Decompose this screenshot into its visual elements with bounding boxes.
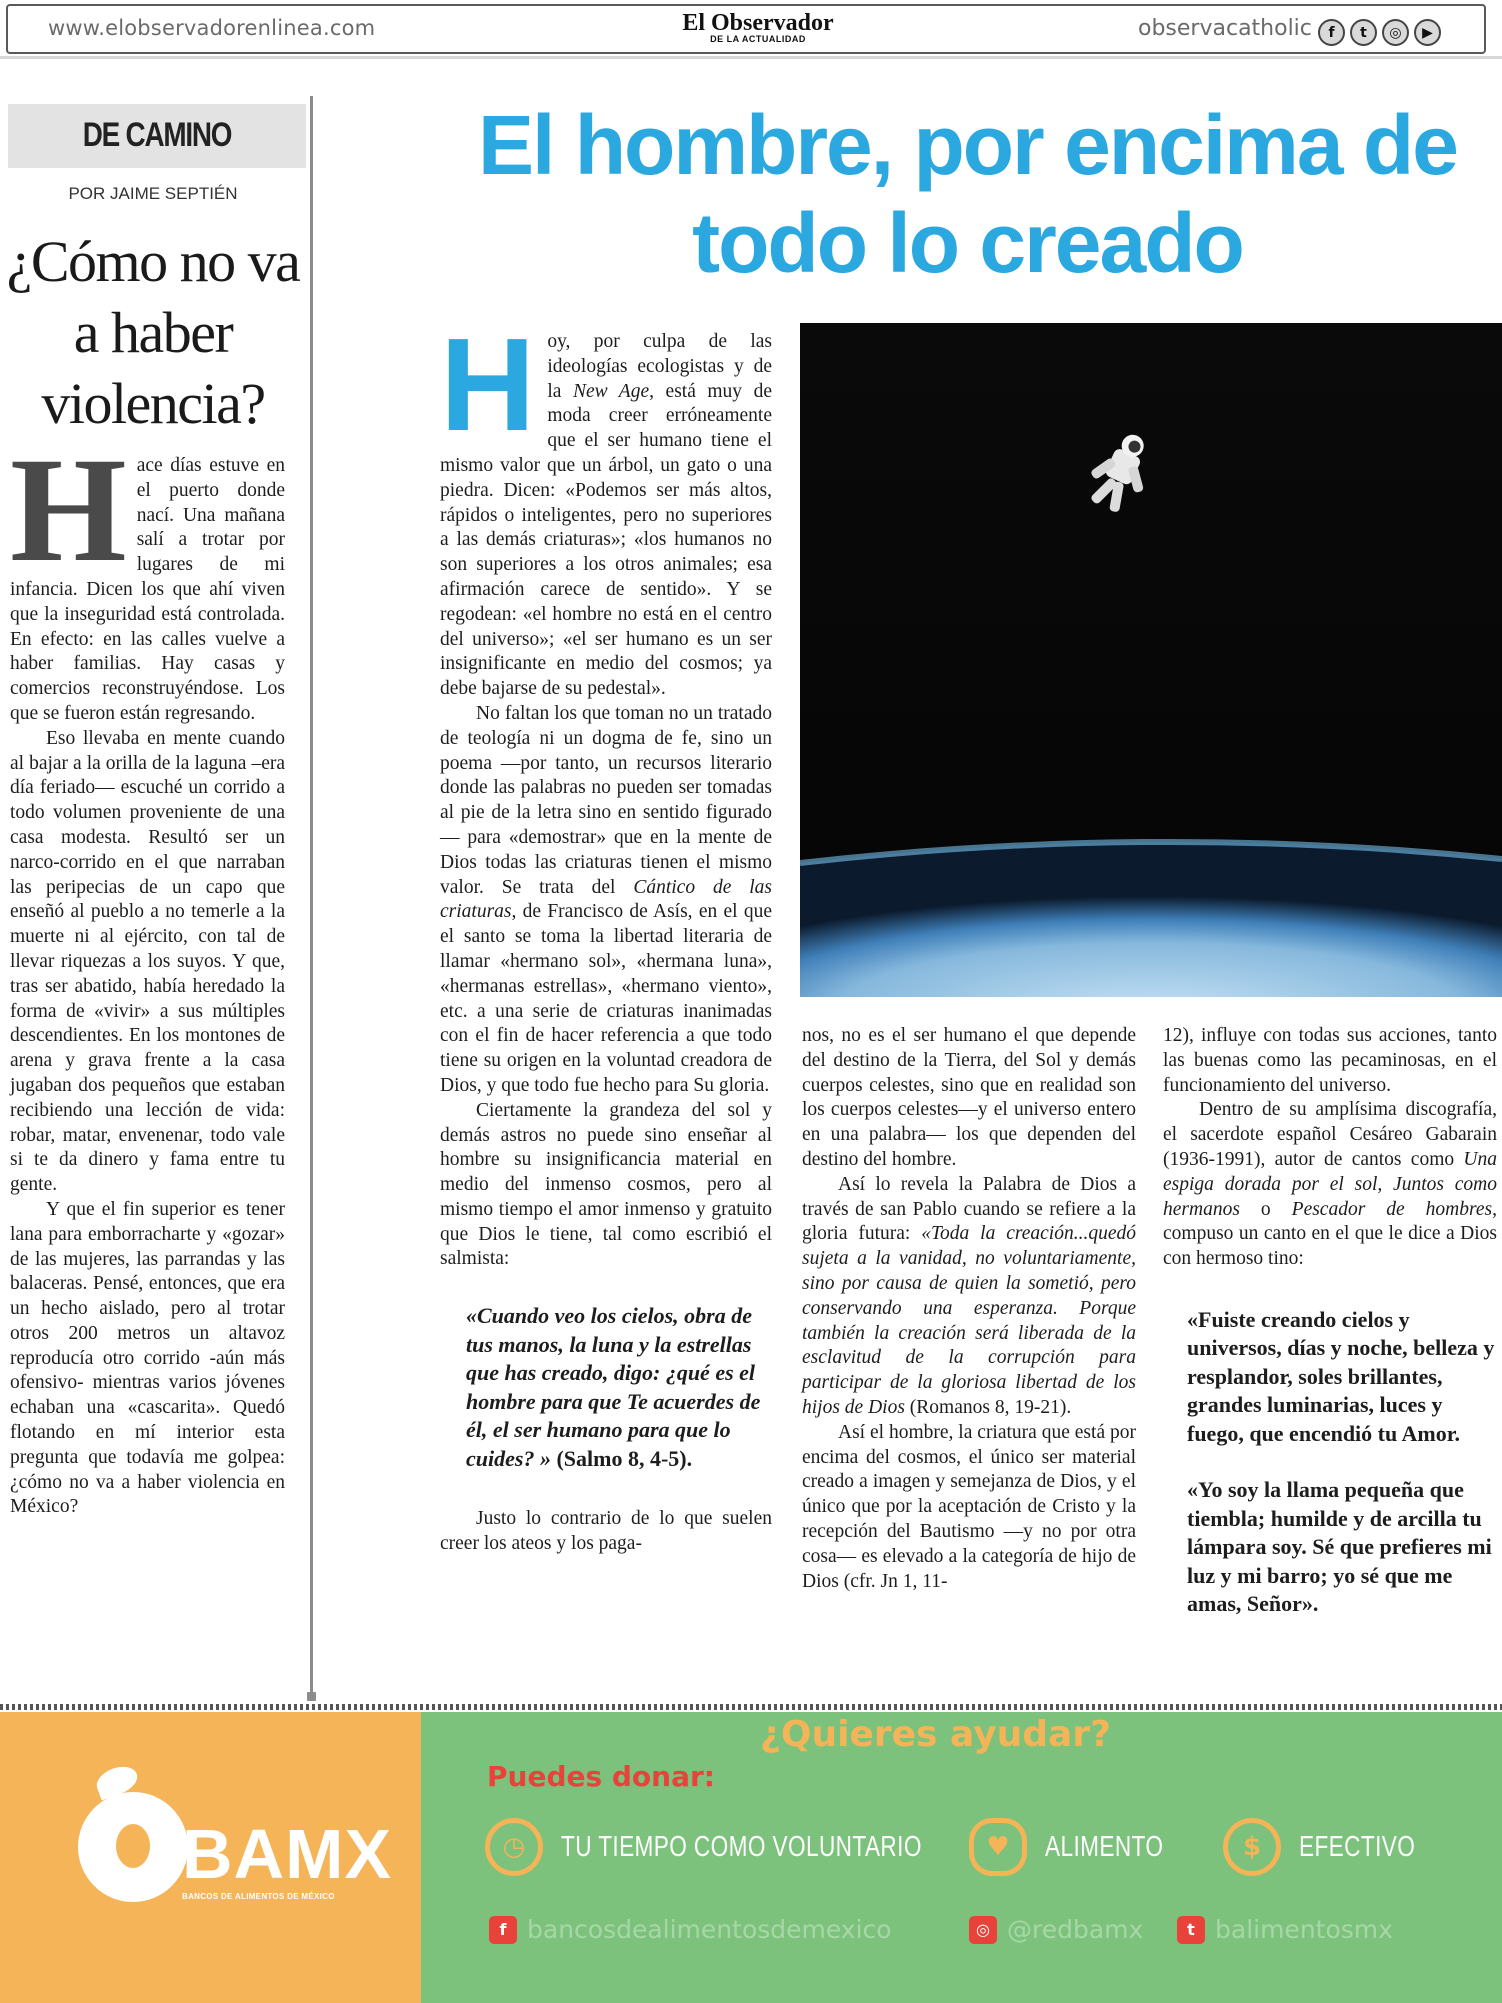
- column-paragraph: Hace días estuve en el puerto donde nací. Una mañana salí a trotar por lugares de mi infancia. Dicen los que ahí viven que la inseguridad está controlada. En efecto: en las calles vuelve a haber familias. Hay casas y comercios reconstruyéndose. Los que se fueron están regresando.: [10, 427, 285, 724]
- song-quote: «Fuiste creando cielos y universos, días y noche, belleza y resplandor, soles brillantes, grandes luminarias, luces y fuego, que encendió tu Amor.: [1187, 1306, 1495, 1446]
- dropcap: H: [10, 427, 127, 593]
- bamx-brand-panel: [0, 1712, 421, 2003]
- twitter-icon[interactable]: t: [1350, 19, 1377, 46]
- article-column-2: [802, 1024, 1136, 1594]
- article-paragraph: 12), influye con todas sus acciones, tanto las buenas como las pecaminosas, en el funcionamiento del universo.: [1163, 1025, 1497, 1096]
- bamx-logo-icon: [78, 1792, 188, 1902]
- header-social-icons: [1318, 19, 1441, 46]
- social-handle[interactable]: observacatholic: [1138, 16, 1312, 41]
- article-paragraph: Así lo revela la Palabra de Dios a través de san Pablo cuando se refiere a la gloria futura: «Toda la creación...quedó sujeta a la vanidad, no voluntariamente, sino por causa de quien la sometió, pero conservando una esperanza. Porque también la creación será liberada de la esclavitud de la corrupción para participar de la gloriosa libertad de los hijos de Dios (Romanos 8, 19-21).: [802, 1173, 1136, 1418]
- bamx-donate-panel: [421, 1712, 1502, 2003]
- astronaut-earth-photo: [800, 323, 1502, 997]
- dropcap: H: [440, 311, 536, 458]
- column-divider: [310, 96, 313, 1698]
- column-divider-end: [307, 1692, 316, 1701]
- bamx-brand-name: BAMX: [182, 1815, 393, 1893]
- ad-social-facebook[interactable]: [489, 1915, 892, 1944]
- donate-option-time[interactable]: [485, 1818, 1024, 1876]
- masthead-logo: [648, 12, 868, 44]
- facebook-icon: f: [489, 1916, 517, 1944]
- apple-icon: ♥: [969, 1818, 1027, 1876]
- site-url[interactable]: www.elobservadorenlinea.com: [48, 16, 376, 40]
- social-text: balimentosmx: [1215, 1915, 1393, 1944]
- column-author: POR JAIME SEPTIÉN: [68, 184, 238, 203]
- option-label: EFECTIVO: [1299, 1830, 1416, 1863]
- bamx-advertisement[interactable]: [0, 1712, 1502, 2003]
- article-paragraph: Hoy, por culpa de las ideologías ecologistas y de la New Age, está muy de moda creer erróneamente que el ser humano tiene el mismo valor que un árbol, un gato o una piedra. Dicen: «Podemos ser más altos, rápidos o inteligentes, pero no superiores a las demás criaturas»; «los humanos no son superiores a los otros animales; esa afirmación carece de sentido». Y se regodean: «el hombre no está en el centro del universo»; «el ser humano es un ser insignificante en medio del cosmos; ya debe bajarse de su pedestal».: [440, 311, 773, 700]
- section-title: DE CAMINO: [82, 116, 232, 154]
- social-text: bancosdealimentosdemexico: [527, 1915, 892, 1944]
- article-headline: El hombre, por encima de todo lo creado: [478, 98, 1457, 290]
- column-body: [10, 427, 285, 1520]
- ad-divider: [0, 1704, 1502, 1710]
- song-quote: «Yo soy la llama pequeña que tiembla; humilde y de arcilla tu lámpara soy. Sé que prefieres mi luz y mi barro; yo sé que me amas, Señor».: [1187, 1477, 1492, 1617]
- article-paragraph: No faltan los que toman no un tratado de teología ni un dogma de fe, sino un poema —por tanto, un recursos literario donde las palabras no pueden ser tomadas al pie de la letra sino en sentido figurado— para «demostrar» que en la mente de Dios todas las criaturas tienen el mismo valor. Se trata del Cántico de las criaturas, de Francisco de Asís, en el que el santo se toma la libertad literaria de llamar «hermano sol», «hermana luna», «hermanas estrellas», «hermano viento», etc. a una serie de criaturas inanimadas con el fin de hacer referencia a que todo tiene su origen en la voluntad creadora de Dios, y que todo fue hecho para Su gloria.: [440, 702, 772, 1096]
- article-paragraph: Así el hombre, la criatura que está por encima del cosmos, el único ser material creado a imagen y semejanza de Dios, y el único que por la aceptación de Cristo y la recepción del Bautismo —y no por otra cosa— es elevado a la categoría de hijo de Dios (cfr. Jn 1, 11-: [802, 1421, 1136, 1592]
- youtube-icon[interactable]: ▶: [1414, 19, 1441, 46]
- option-label: TU TIEMPO COMO VOLUNTARIO: [561, 1830, 922, 1863]
- masthead-subtitle: DE LA ACTUALIDAD: [710, 34, 806, 44]
- ad-subtitle: Puedes donar:: [487, 1760, 716, 1793]
- donate-option-cash[interactable]: [1223, 1818, 1448, 1876]
- article-column-3: [1163, 1024, 1497, 1619]
- article-paragraph: Justo lo contrario de lo que suelen creer los ateos y los paga-: [440, 1508, 772, 1555]
- clock-icon: ◷: [485, 1818, 543, 1876]
- twitter-icon: t: [1177, 1916, 1205, 1944]
- dollar-icon: $: [1223, 1818, 1281, 1876]
- space-image: [800, 323, 1502, 997]
- ad-social-instagram[interactable]: [969, 1915, 1143, 1944]
- ad-social-twitter[interactable]: [1177, 1915, 1393, 1944]
- masthead-title: El Observador: [682, 10, 834, 36]
- column-paragraph: Y que el fin superior es tener lana para emborracharte y «gozar» de las mujeres, las parrandas y las balaceras. Pensé, entonces, que era un hecho aislado, pero al trotar otros 200 metros un altavoz reproducía otro corrido -aún más ofensivo- mientras varios jóvenes echaban una «cascarita». Quedó flotando en mí interior esta pregunta que todavía me golpea: ¿cómo no va a haber violencia en México?: [10, 1198, 285, 1518]
- option-label: ALIMENTO: [1045, 1830, 1164, 1863]
- header-bar: [6, 4, 1486, 54]
- opinion-column: [4, 96, 310, 1696]
- article-paragraph: nos, no es el ser humano el que depende del destino de la Tierra, del Sol y demás cuerpos celestes, sino que en realidad son los cuerpos celestes—y el universo entero en una palabra— los que dependen del destino del hombre.: [802, 1025, 1136, 1170]
- facebook-icon[interactable]: f: [1318, 19, 1345, 46]
- ad-title: ¿Quieres ayudar?: [760, 1714, 1111, 1755]
- psalm-quote: «Cuando veo los cielos, obra de tus manos, la luna y la estrellas que has creado, digo: ¿qué es el hombre para que Te acuerdes de él, el ser humano para que lo cuides? » (Salmo 8, 4-5).: [466, 1303, 761, 1471]
- donate-option-food[interactable]: [969, 1818, 1197, 1876]
- section-banner: [8, 104, 306, 168]
- social-text: @redbamx: [1007, 1915, 1144, 1944]
- article-paragraph: Ciertamente la grandeza del sol y demás astros no puede sino enseñar al hombre su insignificancia material en medio del inmenso cosmos, pero al mismo tiempo el amor inmenso y gratuito que Dios le tiene, tal como escribió el salmista:: [440, 1099, 772, 1270]
- page-header: [0, 0, 1502, 58]
- article-column-1: [440, 311, 773, 1557]
- instagram-icon[interactable]: ◎: [1382, 19, 1409, 46]
- instagram-icon: ◎: [969, 1916, 997, 1944]
- article-paragraph: Dentro de su amplísima discografía, el sacerdote español Cesáreo Gabarain (1936-1991), autor de cantos como Una espiga dorada por el sol, Juntos como hermanos o Pescador de hombres, compuso un canto en el que le dice a Dios con hermoso tino:: [1163, 1099, 1498, 1270]
- header-divider: [0, 56, 1502, 59]
- bamx-brand-subtitle: BANCOS DE ALIMENTOS DE MÉXICO: [182, 1892, 335, 1901]
- column-title: ¿Cómo no va a haber violencia?: [6, 229, 300, 436]
- column-paragraph: Eso llevaba en mente cuando al bajar a la orilla de la laguna –era día feriado— escuché un corrido a todo volumen proveniente de una casa modesta. Resultó ser un narco-corrido en el que narraban las peripecias de un capo que enseñó al pueblo a no temerle a la muerte ni al ejército, con tal de llevar riquezas a los suyos. Y que, tras ser abatido, había heredado la forma de «vivir» a sus múltiples descendientes. En los montones de arena y grava frente a la casa jugaban dos pequeños que estaban recibiendo una lección de vida: robar, matar, envenenar, todo vale si te da dinero y fama entre tu gente.: [10, 727, 285, 1196]
